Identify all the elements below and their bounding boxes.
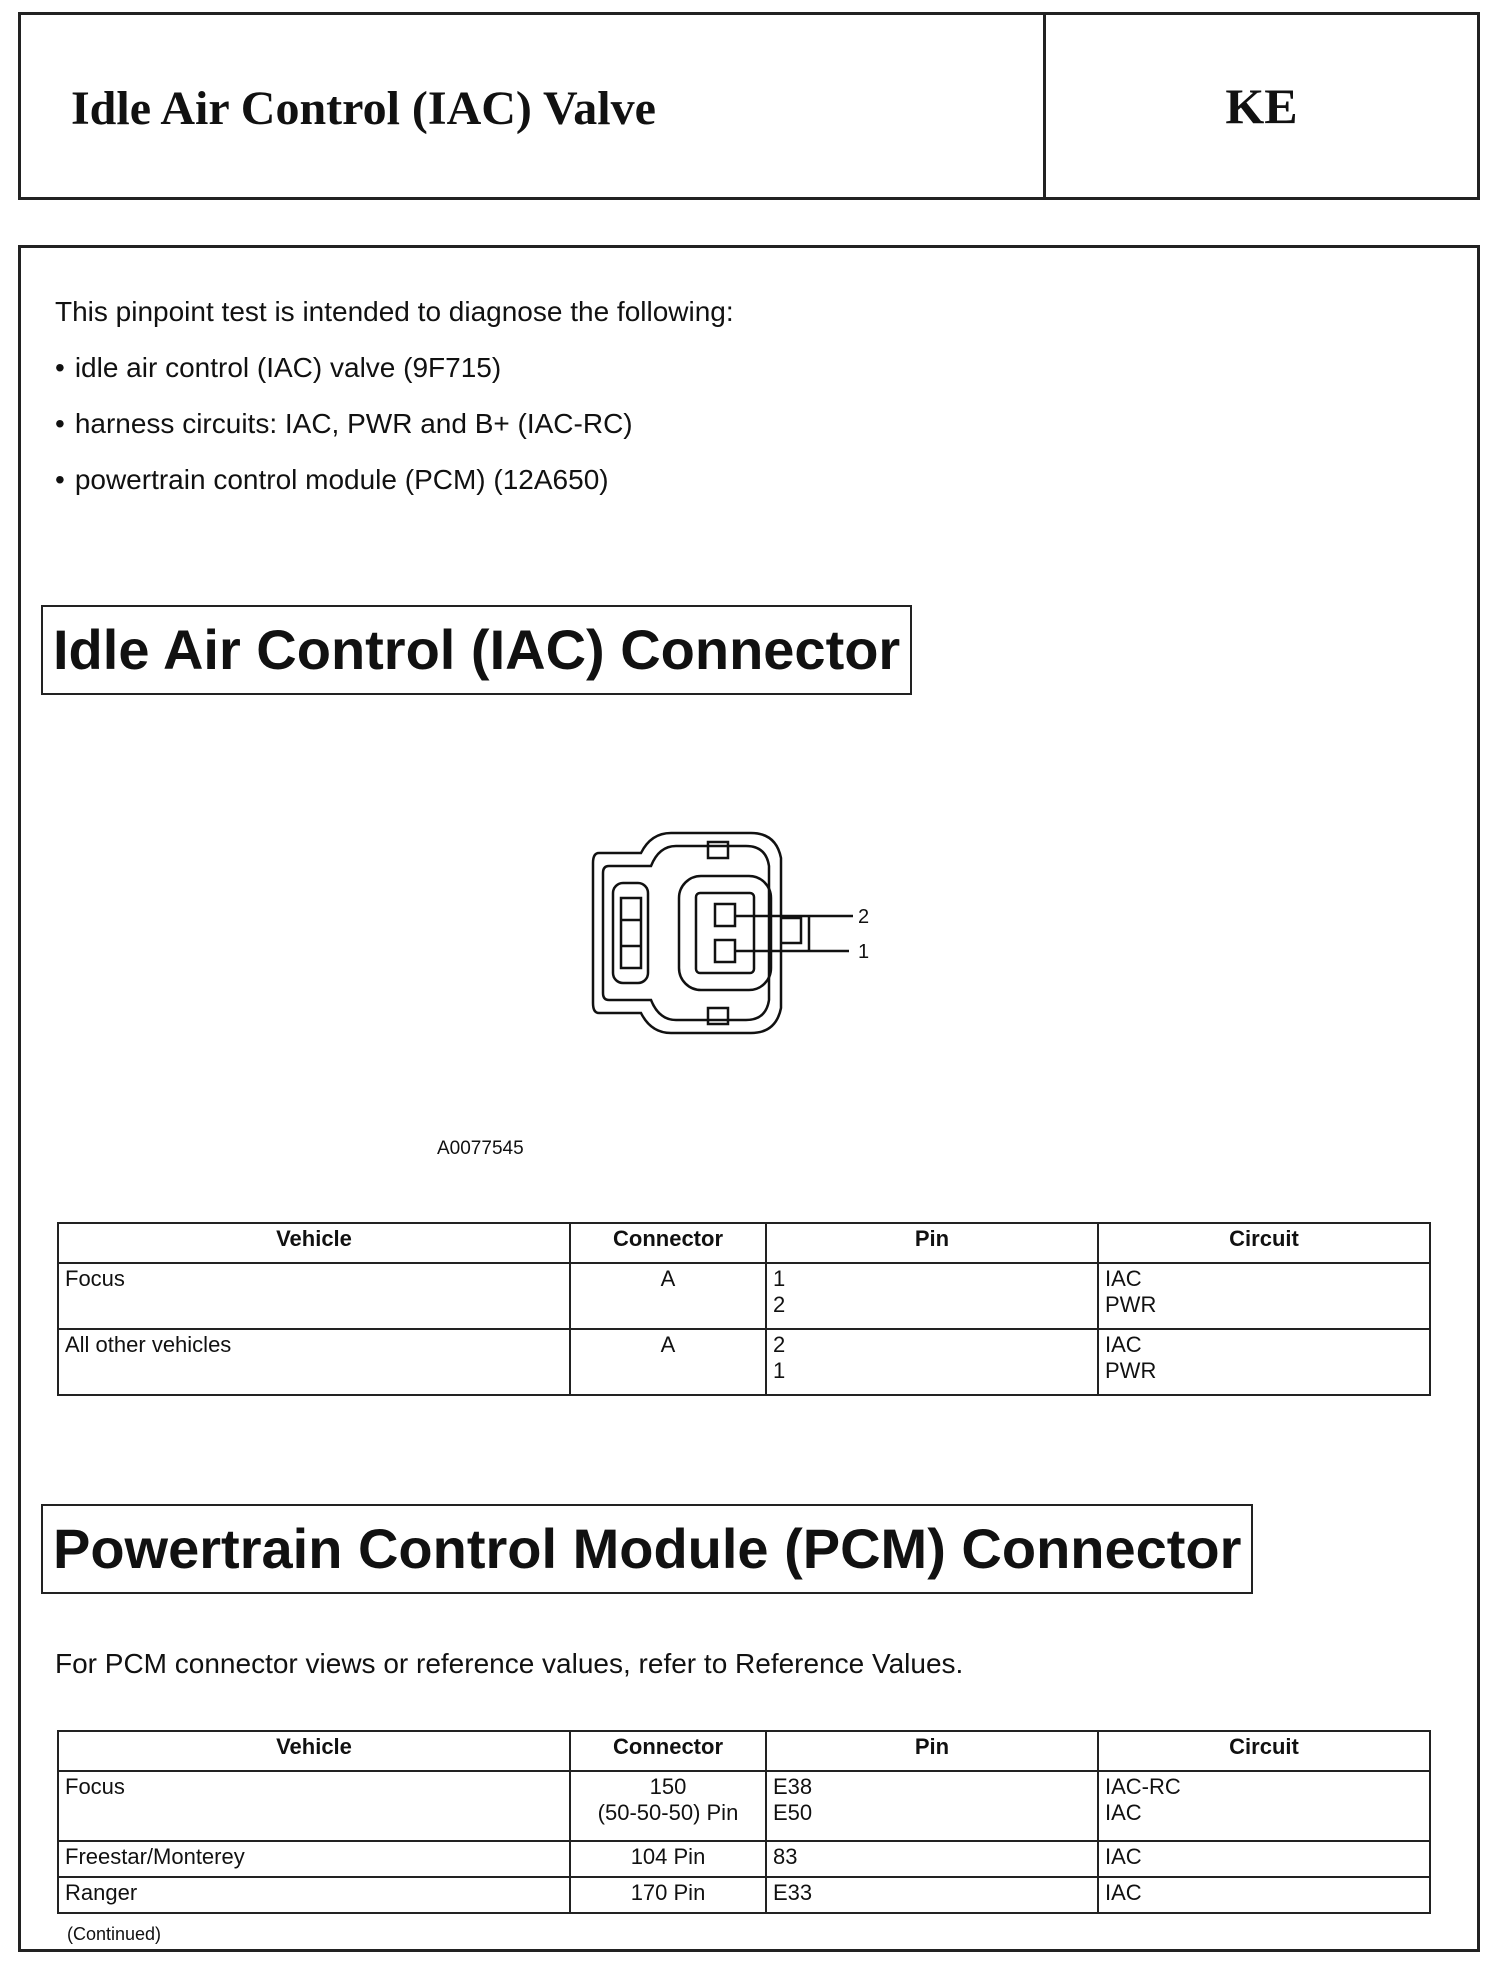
cell-vehicle: Freestar/Monterey <box>58 1841 570 1877</box>
col-vehicle: Vehicle <box>58 1731 570 1771</box>
intro <box>55 284 734 508</box>
cell-vehicle: All other vehicles <box>58 1329 570 1395</box>
cell-pin: E33 <box>766 1877 1098 1913</box>
circuit-value: IAC-RC <box>1105 1774 1181 1799</box>
circuit-value: IAC <box>1105 1332 1142 1357</box>
circuit-value: PWR <box>1105 1292 1157 1317</box>
intro-bullet: • idle air control (IAC) valve (9F715) <box>55 340 734 396</box>
col-connector: Connector <box>570 1223 766 1263</box>
col-pin: Pin <box>766 1223 1098 1263</box>
table-row <box>58 1877 1430 1913</box>
figure-code: A0077545 <box>437 1138 524 1159</box>
intro-bullet: • powertrain control module (PCM) (12A650) <box>55 452 734 508</box>
cell-pin: 83 <box>766 1841 1098 1877</box>
cell-vehicle: Ranger <box>58 1877 570 1913</box>
cell-circuit <box>1098 1771 1430 1841</box>
pin-value: E38 <box>773 1774 813 1799</box>
cell-pin <box>766 1771 1098 1841</box>
col-connector: Connector <box>570 1731 766 1771</box>
cell-pin <box>766 1263 1098 1329</box>
cell-connector: 104 Pin <box>570 1841 766 1877</box>
cell-connector: 170 Pin <box>570 1877 766 1913</box>
col-circuit: Circuit <box>1098 1223 1430 1263</box>
intro-bullet: • harness circuits: IAC, PWR and B+ (IAC-RC) <box>55 396 734 452</box>
pcm-connector-table <box>57 1730 1431 1914</box>
pin-value: 1 <box>773 1266 786 1291</box>
connector-value: (50-50-50) Pin <box>597 1800 739 1825</box>
pin-label-1: 1 <box>858 941 870 963</box>
section-code: KE <box>1225 78 1298 134</box>
pin-value: 1 <box>773 1358 786 1383</box>
table-row <box>58 1841 1430 1877</box>
intro-lead: This pinpoint test is intended to diagnose the following: <box>55 296 734 327</box>
pin-value: E50 <box>773 1800 813 1825</box>
cell-vehicle: Focus <box>58 1263 570 1329</box>
cell-connector: A <box>570 1263 766 1329</box>
table-row <box>58 1329 1430 1395</box>
col-vehicle: Vehicle <box>58 1223 570 1263</box>
cell-connector: A <box>570 1329 766 1395</box>
cell-circuit: IAC <box>1098 1841 1430 1877</box>
cell-pin <box>766 1329 1098 1395</box>
cell-vehicle: Focus <box>58 1771 570 1841</box>
cell-circuit <box>1098 1329 1430 1395</box>
iac-connector-diagram <box>591 828 921 1048</box>
circuit-value: PWR <box>1105 1358 1157 1383</box>
cell-connector <box>570 1771 766 1841</box>
pin-value: 2 <box>773 1332 786 1357</box>
header-box <box>18 12 1480 200</box>
table-header-row <box>58 1223 1430 1263</box>
continued-note: (Continued) <box>67 1924 162 1944</box>
table-header-row <box>58 1731 1430 1771</box>
col-circuit: Circuit <box>1098 1731 1430 1771</box>
cell-circuit: IAC <box>1098 1877 1430 1913</box>
main-content <box>18 245 1480 1952</box>
table-row <box>58 1263 1430 1329</box>
circuit-value: IAC <box>1105 1266 1142 1291</box>
iac-connector-heading: Idle Air Control (IAC) Connector <box>41 605 912 695</box>
table-row <box>58 1771 1430 1841</box>
pin-value: 2 <box>773 1292 786 1317</box>
pcm-connector-heading: Powertrain Control Module (PCM) Connector <box>41 1504 1253 1594</box>
iac-connector-table <box>57 1222 1431 1396</box>
cell-circuit <box>1098 1263 1430 1329</box>
col-pin: Pin <box>766 1731 1098 1771</box>
circuit-value: IAC <box>1105 1800 1142 1825</box>
reference-note: For PCM connector views or reference values, refer to Reference Values. <box>55 1648 964 1679</box>
pin-label-2: 2 <box>858 906 870 928</box>
page-title: Idle Air Control (IAC) Valve <box>71 82 656 135</box>
connector-value: 150 <box>649 1774 687 1799</box>
